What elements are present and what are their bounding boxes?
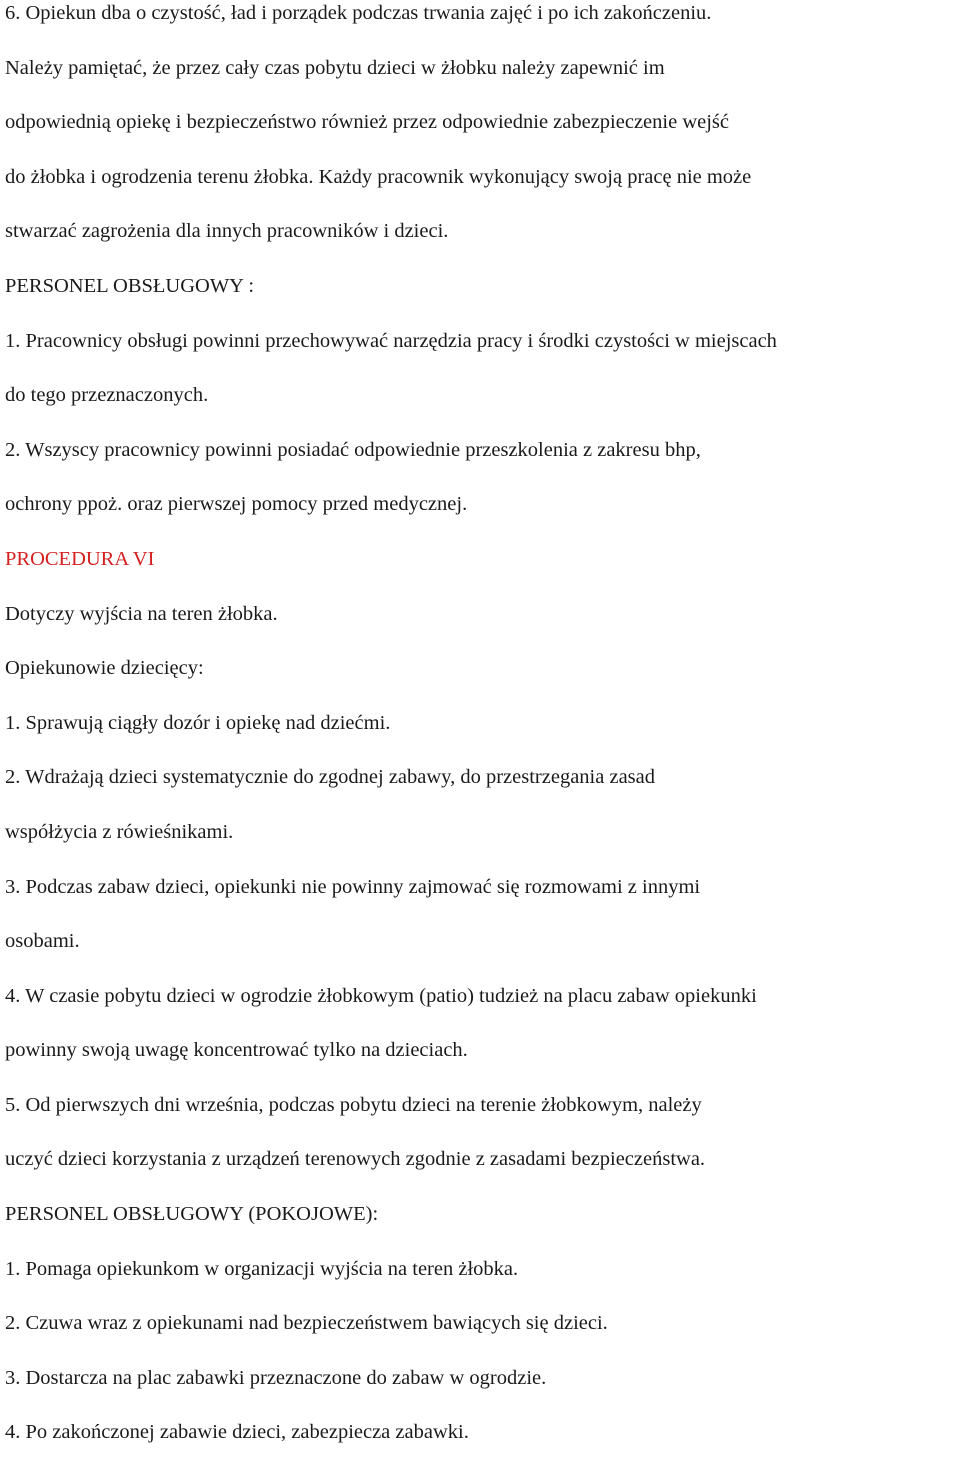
list-item-continuation: uczyć dzieci korzystania z urządzeń terenowych zgodnie z zasadami bezpieczeństwa.	[5, 1148, 706, 1171]
list-item-continuation: współżycia z rówieśnikami.	[5, 820, 234, 843]
document-body	[5, 0, 960, 1472]
list-item: 4. Po zakończonej zabawie dzieci, zabezpiecza zabawki.	[5, 1421, 469, 1444]
text-line: odpowiednią opiekę i bezpieczeństwo również przez odpowiednie zabezpieczenie wejść	[5, 111, 729, 134]
text-line: do tego przeznaczonych.	[5, 384, 209, 407]
section-heading-personel-obslugowy: PERSONEL OBSŁUGOWY :	[5, 274, 255, 297]
text-line: 1. Pracownicy obsługi powinni przechowywać narzędzia pracy i środki czystości w miejscach	[5, 329, 777, 352]
list-item: 3. Dostarcza na plac zabawki przeznaczone do zabaw w ogrodzie.	[5, 1366, 547, 1389]
text-line: Należy pamiętać, że przez cały czas pobytu dzieci w żłobku należy zapewnić im	[5, 56, 665, 79]
text-line: stwarzać zagrożenia dla innych pracowników i dzieci.	[5, 220, 449, 243]
procedure-subtitle: Dotyczy wyjścia na teren żłobka.	[5, 602, 278, 625]
list-item-continuation: osobami.	[5, 930, 80, 953]
list-item: 2. Wdrażają dzieci systematycznie do zgodnej zabawy, do przestrzegania zasad	[5, 766, 655, 789]
text-line: ochrony ppoż. oraz pierwszej pomocy przed medycznej.	[5, 493, 468, 516]
text-line: 6. Opiekun dba o czystość, ład i porządek podczas trwania zajęć i po ich zakończeniu.	[5, 2, 712, 24]
text-line: 2. Wszyscy pracownicy powinni posiadać odpowiednie przeszkolenia z zakresu bhp,	[5, 438, 701, 461]
list-item: 5. Od pierwszych dni września, podczas pobytu dzieci na terenie żłobkowym, należy	[5, 1093, 702, 1116]
list-item-continuation: powinny swoją uwagę koncentrować tylko na dzieciach.	[5, 1039, 468, 1062]
list-item: 4. W czasie pobytu dzieci w ogrodzie żłobkowym (patio) tudzież na placu zabaw opiekunki	[5, 984, 757, 1007]
procedure-heading: PROCEDURA VI	[5, 547, 155, 570]
list-item: 1. Pomaga opiekunkom w organizacji wyjścia na teren żłobka.	[5, 1257, 519, 1280]
list-item: 3. Podczas zabaw dzieci, opiekunki nie powinny zajmować się rozmowami z innymi	[5, 875, 701, 898]
section-heading-opiekunowie: Opiekunowie dziecięcy:	[5, 657, 204, 680]
text-line: do żłobka i ogrodzenia terenu żłobka. Każdy pracownik wykonujący swoją pracę nie może	[5, 165, 752, 188]
section-heading-personel-pokojowe: PERSONEL OBSŁUGOWY (POKOJOWE):	[5, 1203, 379, 1226]
list-item: 1. Sprawują ciągły dozór i opiekę nad dziećmi.	[5, 711, 391, 734]
list-item: 2. Czuwa wraz z opiekunami nad bezpieczeństwem bawiących się dzieci.	[5, 1312, 608, 1335]
